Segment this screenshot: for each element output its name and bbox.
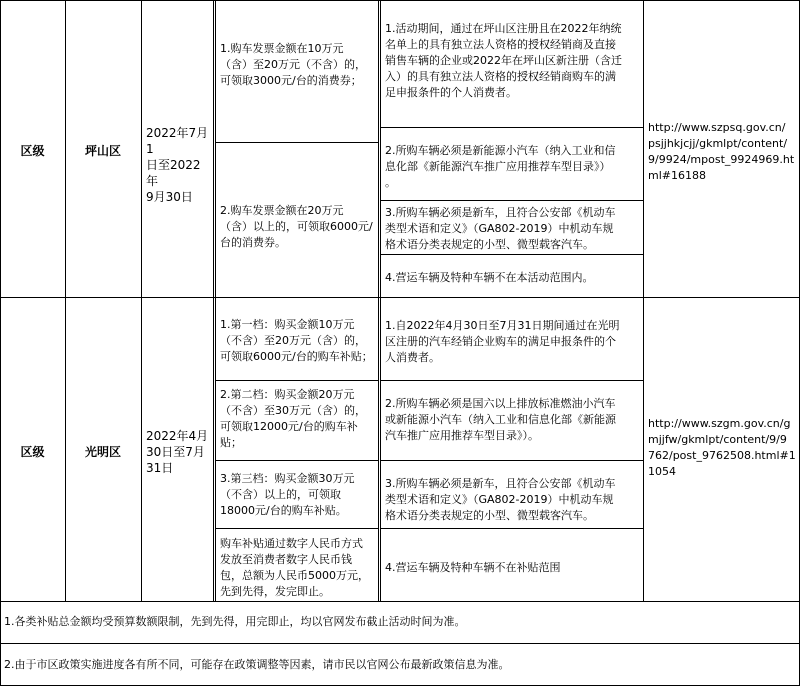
condition-item: 2.所购车辆必须是新能源小汽车（纳入工业和信 息化部《新能源汽车推广应用推荐车型目录》） 。: [385, 144, 616, 189]
condition-item: 4.营运车辆及特种车辆不在本活动范围内。: [385, 271, 594, 284]
condition-item: 1.自2022年4月30日至7月31日期间通过在光明 区注册的汽车经销企业购车的满足申报条件的个 人消费者。: [385, 319, 620, 364]
condition-item: 1.活动期间，通过在坪山区注册且在2022年纳统 名单上的具有独立法人资格的授权经销商及直接 销售车辆的企业或2022年在坪山区新注册（含迁 入）的具有独立法人资格的授权经销商购车的满 足申报条件的个人消费者。: [385, 22, 622, 99]
footnote: 2.由于市区政策实施进度各有所不同，可能存在政策调整等因素，请市民以官网公布最新政策信息为准。: [4, 658, 510, 671]
footnote: 1.各类补贴总金额均受预算数额限制，先到先得，用完即止，均以官网发布截止活动时间为准。: [4, 615, 466, 628]
district-cell: 坪山区: [84, 144, 121, 158]
condition-item: 3.所购车辆必须是新车，且符合公安部《机动车 类型术语和定义》（GA802-2019）中机动车规 格术语分类表规定的小型、微型载客汽车。: [385, 477, 616, 522]
condition-item: 4.营运车辆及特种车辆不在补贴范围: [385, 561, 561, 574]
table-row: [0, 298, 800, 601]
policy-link[interactable]: http://www.szgm.gov.cn/g mjjfw/gkmlpt/content/9/9 762/post_9762508.html#1 1054: [648, 417, 796, 478]
subsidy-item: 2.购车发票金额在20万元 （含）以上的，可领取6000元/ 台的消费券。: [220, 204, 373, 249]
level-cell: 区级: [20, 144, 45, 158]
subsidy-item: 3.第三档：购买金额30万元 （不含）以上的，可领取 18000元/台的购车补贴。: [220, 472, 355, 517]
subsidy-item: 购车补贴通过数字人民币方式 发放至消费者数字人民币钱 包，总额为人民币5000万元， 先到先得，发完即止。: [220, 537, 369, 598]
subsidy-item: 2.第二档：购买金额20万元 （不含）至30万元（含）的， 可领取12000元/台的购车补 贴；: [220, 388, 366, 449]
period-cell: 2022年7月1 日至2022年 9月30日: [146, 126, 209, 204]
condition-item: 2.所购车辆必须是国六以上排放标准燃油小汽车 或新能源小汽车（纳入工业和信息化部《新能源 汽车推广应用推荐车型目录》）。: [385, 397, 616, 442]
district-cell: 光明区: [84, 445, 121, 459]
level-cell: 区级: [20, 445, 45, 459]
policy-link[interactable]: http://www.szpsq.gov.cn/ psjjhkjcjj/gkmlpt/content/ 9/9924/mpost_9924969.ht ml#16188: [648, 121, 795, 182]
subsidy-item: 1.购车发票金额在10万元 （含）至20万元（不含）的， 可领取3000元/台的消费券；: [220, 42, 366, 87]
condition-item: 3.所购车辆必须是新车，且符合公安部《机动车 类型术语和定义》（GA802-2019）中机动车规 格术语分类表规定的小型、微型载客汽车。: [385, 206, 616, 251]
period-cell: 2022年4月 30日至7月 31日: [146, 429, 209, 475]
table-row: [0, 0, 800, 298]
subsidy-item: 1.第一档：购买金额10万元 （不含）至20万元（含）的， 可领取6000元/台的购车补贴；: [220, 318, 373, 363]
